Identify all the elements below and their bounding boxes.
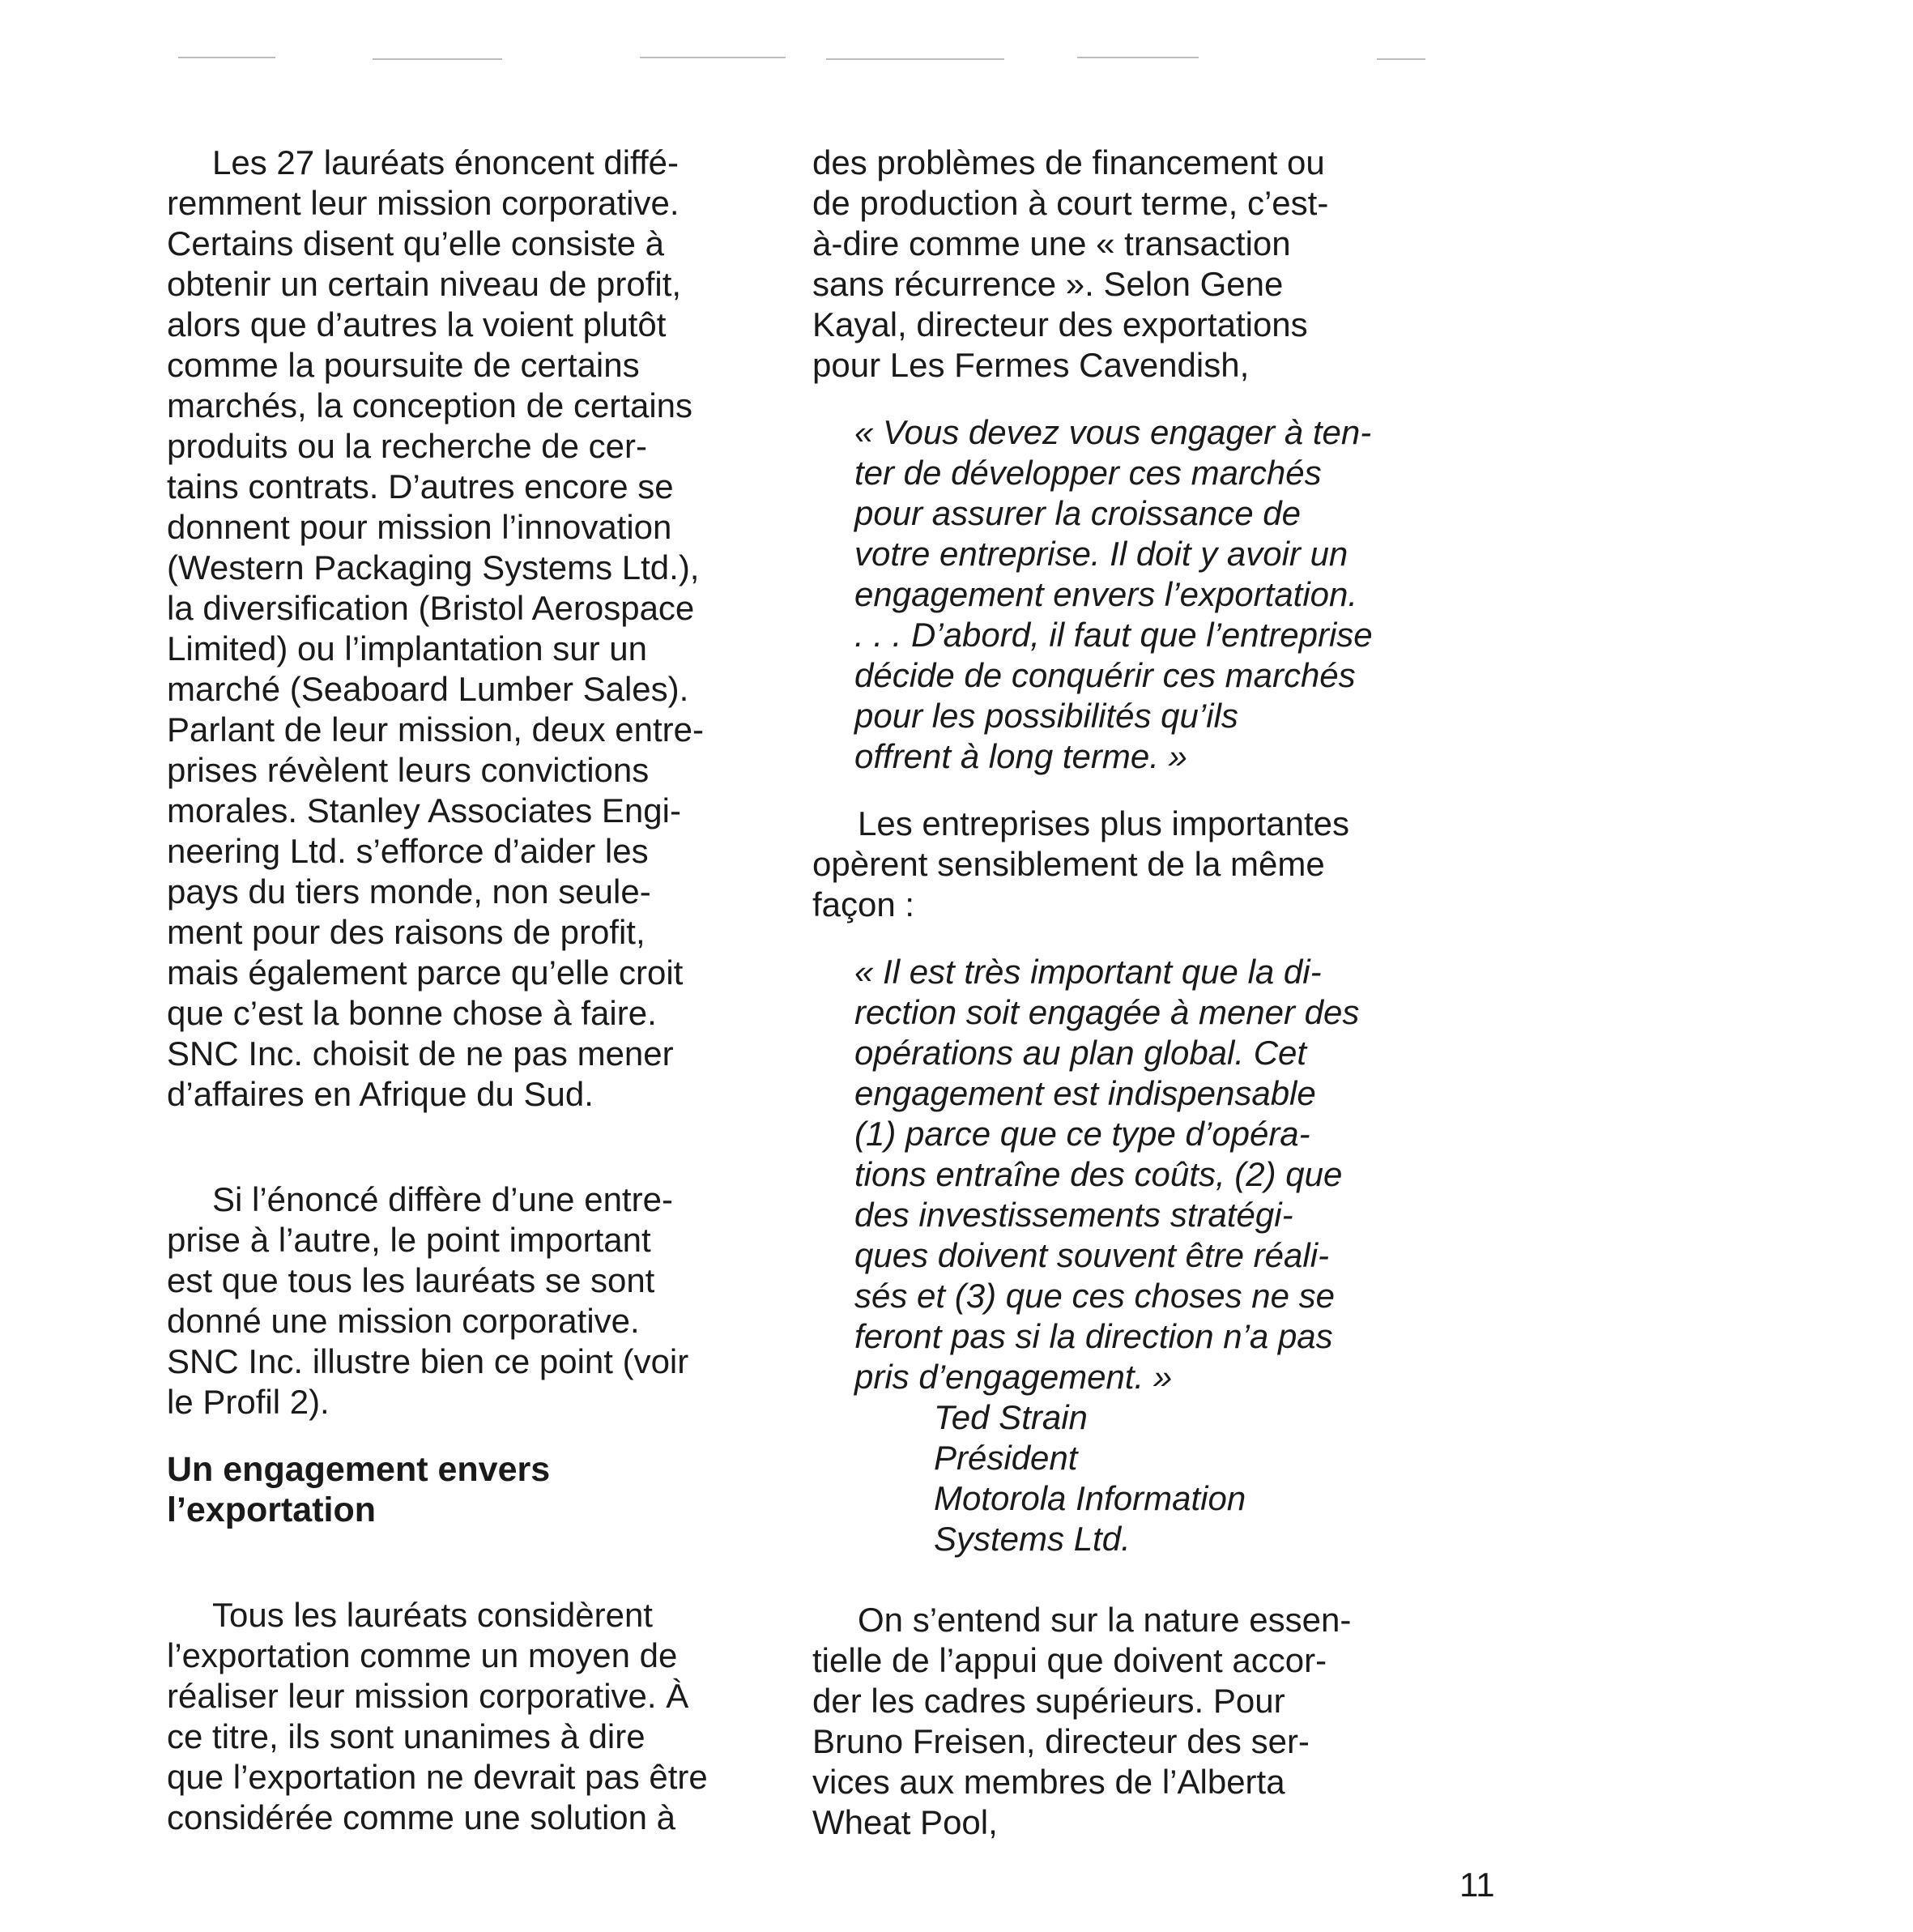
right-paragraph-3 <box>812 1600 1436 1843</box>
text-line: marchés, la conception de certains <box>167 386 693 424</box>
text-line: que c’est la bonne chose à faire. <box>167 994 657 1032</box>
text-line: opérations au plan global. Cet <box>854 1034 1307 1072</box>
left-paragraph-3 <box>167 1595 782 1838</box>
text-line: sés et (3) que ces choses ne se <box>854 1277 1335 1315</box>
text-line: Les 27 lauréats énoncent diffé- <box>212 143 679 181</box>
text-line: Motorola Information <box>934 1479 1246 1517</box>
text-line: Bruno Freisen, directeur des ser- <box>812 1722 1310 1760</box>
scan-artifact <box>178 57 275 58</box>
text-line: comme la poursuite de certains <box>167 346 640 384</box>
text-line: morales. Stanley Associates Engi- <box>167 791 681 830</box>
text-line: prises révèlent leurs convictions <box>167 751 650 789</box>
text-line: alors que d’autres la voient plutôt <box>167 305 667 343</box>
text-line: ce titre, ils sont unanimes à dire <box>167 1717 645 1755</box>
text-line: des investissements stratégi- <box>854 1196 1293 1234</box>
text-line: considérée comme une solution à <box>167 1798 676 1836</box>
text-line: façon : <box>812 885 915 923</box>
text-line: tains contrats. D’autres encore se <box>167 467 674 505</box>
text-line: Parlant de leur mission, deux entre- <box>167 710 704 748</box>
text-line: de production à court terme, c’est- <box>812 184 1329 222</box>
text-line: (Western Packaging Systems Ltd.), <box>167 548 700 586</box>
text-line: Tous les lauréats considèrent <box>212 1596 653 1634</box>
right-paragraph-2 <box>812 804 1436 925</box>
text-line: sans récurrence ». Selon Gene <box>812 265 1284 303</box>
scan-artifact <box>1077 57 1199 58</box>
text-line: Les entreprises plus importantes <box>858 804 1349 842</box>
page-number: 11 <box>1459 1866 1495 1904</box>
text-line: prise à l’autre, le point important <box>167 1221 651 1259</box>
text-line: pour Les Fermes Cavendish, <box>812 346 1250 384</box>
text-line: der les cadres supérieurs. Pour <box>812 1682 1285 1720</box>
text-line: Président <box>934 1439 1078 1477</box>
text-line: ment pour des raisons de profit, <box>167 913 645 951</box>
text-line: Systems Ltd. <box>934 1520 1131 1558</box>
text-line: SNC Inc. illustre bien ce point (voir <box>167 1342 689 1380</box>
quote-motorola <box>812 952 1436 1397</box>
left-paragraph-2 <box>167 1179 782 1422</box>
text-line: donnent pour mission l’innovation <box>167 508 672 546</box>
scan-artifact <box>640 57 786 58</box>
text-line: tielle de l’appui que doivent accor- <box>812 1641 1327 1679</box>
text-line: ter de développer ces marchés <box>854 454 1322 492</box>
text-line: engagement est indispensable <box>854 1074 1316 1112</box>
scan-artifact <box>1377 58 1425 60</box>
text-line: donné une mission corporative. <box>167 1302 640 1340</box>
text-line: . . . D’abord, il faut que l’entreprise <box>854 616 1373 654</box>
text-line: pays du tiers monde, non seule- <box>167 872 651 911</box>
text-line: rection soit engagée à mener des <box>854 993 1360 1031</box>
text-line: Limited) ou l’implantation sur un <box>167 629 647 667</box>
text-line: marché (Seaboard Lumber Sales). <box>167 670 689 708</box>
text-line: tions entraîne des coûts, (2) que <box>854 1155 1343 1193</box>
text-line: l’exportation comme un moyen de <box>167 1636 678 1674</box>
text-line: remment leur mission corporative. <box>167 184 680 222</box>
quote-signature <box>812 1397 1436 1559</box>
text-line: que l’exportation ne devrait pas être <box>167 1758 708 1796</box>
section-heading <box>167 1449 782 1530</box>
text-line: vices aux membres de l’Alberta <box>812 1763 1285 1801</box>
text-line: feront pas si la direction n’a pas <box>854 1317 1333 1355</box>
text-line: « Il est très important que la di- <box>854 953 1322 991</box>
text-line: Kayal, directeur des exportations <box>812 305 1308 343</box>
text-line: « Vous devez vous engager à ten- <box>854 413 1372 451</box>
text-line: la diversification (Bristol Aerospace <box>167 589 695 627</box>
text-line: ques doivent souvent être réali- <box>854 1236 1330 1274</box>
text-line: neering Ltd. s’efforce d’aider les <box>167 832 649 870</box>
text-line: Ted Strain <box>934 1398 1088 1436</box>
text-line: produits ou la recherche de cer- <box>167 427 647 465</box>
text-line: des problèmes de financement ou <box>812 143 1325 181</box>
text-line: opèrent sensiblement de la même <box>812 845 1325 883</box>
text-line: le Profil 2). <box>167 1383 330 1421</box>
text-line: l’exportation <box>167 1491 377 1529</box>
text-line: pour assurer la croissance de <box>854 494 1301 532</box>
text-line: SNC Inc. choisit de ne pas mener <box>167 1034 674 1073</box>
text-line: (1) parce que ce type d’opéra- <box>854 1115 1310 1153</box>
text-line: Si l’énoncé diffère d’une entre- <box>212 1180 673 1218</box>
text-line: Certains disent qu’elle consiste à <box>167 224 665 262</box>
left-column <box>167 143 782 1838</box>
text-line: à-dire comme une « transaction <box>812 224 1291 262</box>
text-line: réaliser leur mission corporative. À <box>167 1677 689 1715</box>
quote-cavendish <box>812 412 1436 777</box>
text-line: offrent à long terme. » <box>854 737 1187 775</box>
left-paragraph-1 <box>167 143 782 1115</box>
text-line: votre entreprise. Il doit y avoir un <box>854 535 1348 573</box>
text-line: décide de conquérir ces marchés <box>854 656 1356 694</box>
text-line: pris d’engagement. » <box>854 1358 1173 1396</box>
scan-artifact <box>373 58 502 60</box>
text-line: est que tous les lauréats se sont <box>167 1261 655 1299</box>
text-line: Wheat Pool, <box>812 1803 998 1841</box>
text-line: On s’entend sur la nature essen- <box>858 1601 1352 1639</box>
scan-artifact <box>826 58 1004 60</box>
text-line: engagement envers l’exportation. <box>854 575 1358 613</box>
right-paragraph-1 <box>812 143 1436 386</box>
text-line: Un engagement envers <box>167 1450 551 1489</box>
text-line: pour les possibilités qu’ils <box>854 697 1238 735</box>
right-column <box>812 143 1436 1843</box>
text-line: mais également parce qu’elle croit <box>167 953 684 992</box>
text-line: obtenir un certain niveau de profit, <box>167 265 682 303</box>
text-line: d’affaires en Afrique du Sud. <box>167 1075 594 1113</box>
